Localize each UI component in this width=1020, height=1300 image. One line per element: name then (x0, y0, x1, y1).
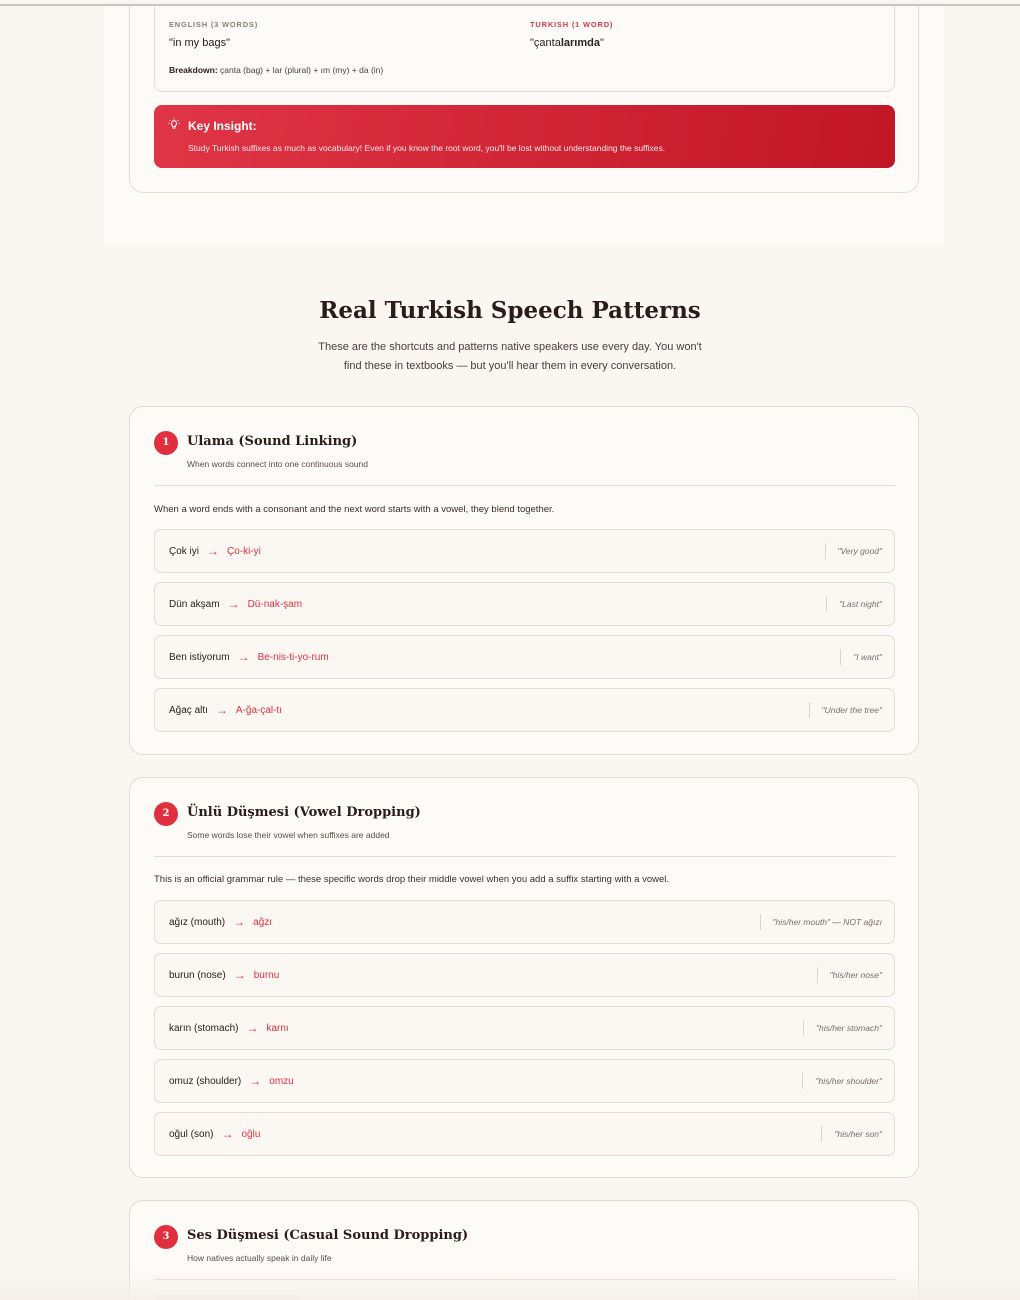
turkish-column (530, 20, 613, 49)
comparison-box (154, 6, 895, 92)
arrow-right-icon: → (207, 544, 220, 558)
arrow-right-icon: → (233, 915, 246, 929)
example-dropped: karnı (266, 1022, 289, 1034)
example-linked: Be-nis-ti-yo-rum (257, 651, 329, 663)
example-phrase: Ben istiyorum (169, 651, 230, 663)
arrow-right-icon: → (237, 650, 250, 664)
example-dropped: oğlu (241, 1128, 261, 1140)
example-row (154, 1006, 895, 1050)
bottom-fade (0, 1270, 1020, 1300)
english-column (169, 20, 258, 49)
example-row (154, 953, 895, 997)
breakdown-label: Breakdown: (169, 65, 218, 75)
example-row (154, 582, 895, 626)
breakdown (169, 65, 383, 75)
divider (154, 856, 895, 857)
insight-title: Key Insight: (188, 119, 257, 133)
example-dropped: omzu (269, 1075, 294, 1087)
example-translation: "Under the tree" (809, 702, 882, 718)
example-root: oğul (son) (169, 1128, 214, 1140)
example-row (154, 900, 895, 944)
pattern-title: Ulama (Sound Linking) (187, 434, 358, 449)
breakdown-text: çanta (bag) + lar (plural) + ım (my) + da (in) (217, 65, 384, 75)
example-dropped: burnu (253, 969, 280, 981)
divider (154, 485, 895, 486)
english-label: ENGLISH (3 WORDS) (169, 20, 259, 29)
example-translation: "Very good" (825, 543, 882, 559)
turkish-label: TURKISH (1 WORD) (530, 20, 614, 29)
section-subtitle: These are the shortcuts and patterns native speakers use every day. You won't find these in textbooks — but you'll hear them in every conversation. (318, 341, 702, 372)
pattern-subtitle: Some words lose their vowel when suffixes are added (187, 830, 390, 840)
example-row (154, 688, 895, 732)
example-root: ağız (mouth) (169, 916, 226, 928)
arrow-right-icon: → (227, 597, 240, 611)
example-linked: Dü-nak-şam (247, 598, 303, 610)
pattern-description: This is an official grammar rule — these specific words drop their middle vowel when you add a suffix starting with a vowel. (154, 874, 669, 885)
example-root: karın (stomach) (169, 1022, 239, 1034)
pattern-subtitle: How natives actually speak in daily life (187, 1253, 332, 1263)
example-row (154, 529, 895, 573)
arrow-right-icon: → (221, 1127, 234, 1141)
example-translation: "his/her mouth" — NOT ağızı (760, 914, 883, 930)
agglutination-card (129, 6, 919, 193)
pattern-title: Ünlü Düşmesi (Vowel Dropping) (187, 805, 421, 820)
example-translation: "his/her nose" (817, 967, 882, 983)
english-phrase: "in my bags" (169, 37, 230, 49)
example-translation: "his/her stomach" (803, 1020, 882, 1036)
example-linked: Ço-ki-yi (227, 545, 261, 557)
pattern-description: When a word ends with a consonant and the next word starts with a vowel, they blend together. (154, 504, 555, 515)
example-phrase: Ağaç altı (169, 704, 208, 716)
pattern-card-ulama (129, 406, 919, 755)
turkish-phrase-prefix: "çanta (530, 37, 561, 49)
example-row (154, 1059, 895, 1103)
example-list (154, 900, 895, 1165)
pattern-number-badge: 2 (154, 802, 178, 826)
key-insight-banner (154, 105, 895, 168)
example-phrase: Dün akşam (169, 598, 220, 610)
insight-text: Study Turkish suffixes as much as vocabulary! Even if you know the root word, you'll be lost without understanding the suffixes. (188, 143, 666, 153)
example-phrase: Çok iyi (169, 545, 200, 557)
example-row (154, 1112, 895, 1156)
example-translation: "Last night" (826, 596, 882, 612)
lightbulb-icon (168, 118, 180, 130)
pattern-title: Ses Düşmesi (Casual Sound Dropping) (187, 1228, 469, 1243)
arrow-right-icon: → (215, 703, 228, 717)
example-translation: "his/her shoulder" (802, 1073, 882, 1089)
turkish-phrase-end: " (599, 37, 604, 49)
example-root: omuz (shoulder) (169, 1075, 242, 1087)
turkish-phrase-suffixes: larımda (560, 37, 600, 49)
arrow-right-icon: → (246, 1021, 259, 1035)
example-translation: "I want" (840, 649, 882, 665)
example-translation: "his/her son" (821, 1126, 882, 1142)
upper-panel (104, 6, 944, 246)
arrow-right-icon: → (249, 1074, 262, 1088)
pattern-card-vowel-dropping (129, 777, 919, 1178)
example-list (154, 529, 895, 741)
example-root: burun (nose) (169, 969, 226, 981)
section-title: Real Turkish Speech Patterns (319, 297, 701, 324)
arrow-right-icon: → (233, 968, 246, 982)
pattern-number-badge: 3 (154, 1225, 178, 1249)
example-row (154, 635, 895, 679)
example-dropped: ağzı (253, 916, 273, 928)
example-linked: A-ğa-çal-tı (235, 704, 283, 716)
turkish-phrase (530, 37, 613, 49)
pattern-subtitle: When words connect into one continuous sound (187, 459, 368, 469)
pattern-number-badge: 1 (154, 431, 178, 455)
